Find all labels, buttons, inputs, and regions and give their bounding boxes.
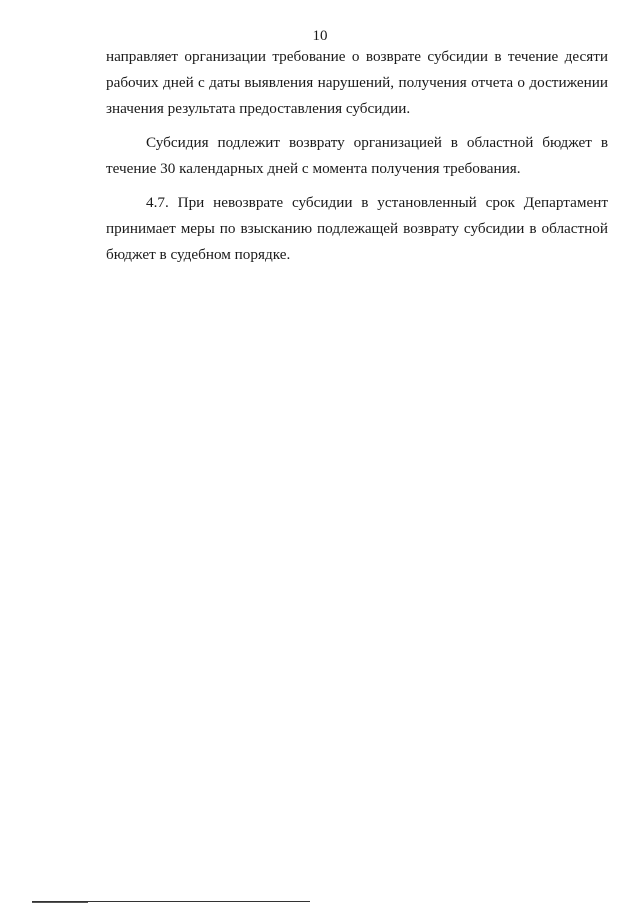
- paragraph-4-7: 4.7. При невозврате субсидии в установленный срок Департамент принимает меры по взысканию подлежащей возврату субсидии в областной бюджет в судебном порядке.: [106, 194, 608, 263]
- footer-rule-mark: [32, 902, 88, 903]
- document-body: [106, 44, 608, 276]
- paragraph-continuation: направляет организации требование о возврате субсидии в течение десяти рабочих дней с даты выявления нарушений, получения отчета о достижении значения результата предоставления субсидии.: [106, 48, 608, 117]
- paragraph-subsidy-return: Субсидия подлежит возврату организацией в областной бюджет в течение 30 календарных дней с момента получения требования.: [106, 134, 608, 177]
- page-number: 10: [312, 28, 328, 44]
